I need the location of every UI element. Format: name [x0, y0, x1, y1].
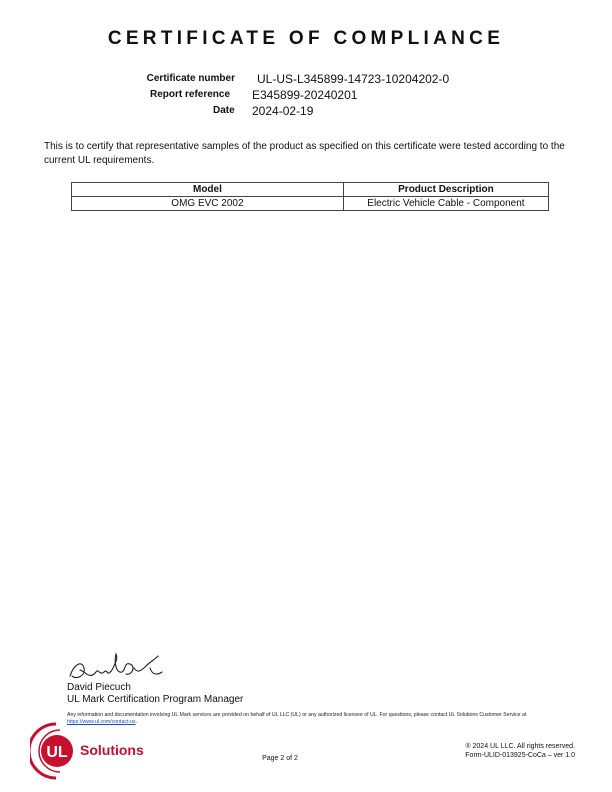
disclaimer-text: Any information and documentation involving UL Mark services are provided on behalf of UL LLC (UL) or any authorized licensee of UL. For questions, please contact UL Solutions Customer Service at — [67, 712, 527, 718]
meta-row-certificate-number — [0, 72, 612, 88]
certificate-title: CERTIFICATE OF COMPLIANCE — [107, 28, 505, 49]
column-header-model: Model — [72, 183, 344, 197]
page-number: Page 2 of 2 — [262, 755, 298, 762]
footer-info — [465, 742, 575, 760]
model-table — [71, 182, 549, 211]
meta-label: Certificate number — [146, 73, 235, 84]
form-id: Form-ULID-013925-CoCa – ver 1.0 — [465, 752, 575, 759]
table-cell-description: Electric Vehicle Cable - Component — [343, 197, 548, 211]
meta-row-date — [0, 104, 612, 120]
signer-block — [67, 682, 243, 706]
meta-label: Date — [213, 105, 235, 116]
logo-letters: UL — [46, 744, 68, 761]
signer-name: David Piecuch — [67, 682, 131, 693]
column-header-description: Product Description — [343, 183, 548, 197]
signature-graphic — [66, 650, 166, 684]
table-header-row — [72, 183, 549, 197]
copyright-text: ® 2024 UL LLC. All rights reserved. — [465, 743, 575, 750]
meta-value: UL-US-L345899-14723-10204202-0 — [257, 72, 450, 86]
disclaimer-end: . — [135, 719, 138, 725]
meta-label: Report reference — [150, 89, 231, 100]
table-cell-model: OMG EVC 2002 — [72, 197, 344, 211]
meta-value: 2024-02-19 — [252, 104, 314, 118]
signer-role: UL Mark Certification Program Manager — [67, 694, 244, 705]
table-row — [72, 197, 549, 211]
meta-row-report-reference — [0, 88, 612, 104]
certification-statement: This is to certify that representative samples of the product as specified on this certificate were tested according to the current UL requirements. — [44, 141, 565, 166]
meta-value: E345899-20240201 — [252, 88, 358, 102]
contact-link[interactable]: https://www.ul.com/contact-us — [67, 719, 136, 725]
logo-wordmark: Solutions — [80, 742, 144, 758]
